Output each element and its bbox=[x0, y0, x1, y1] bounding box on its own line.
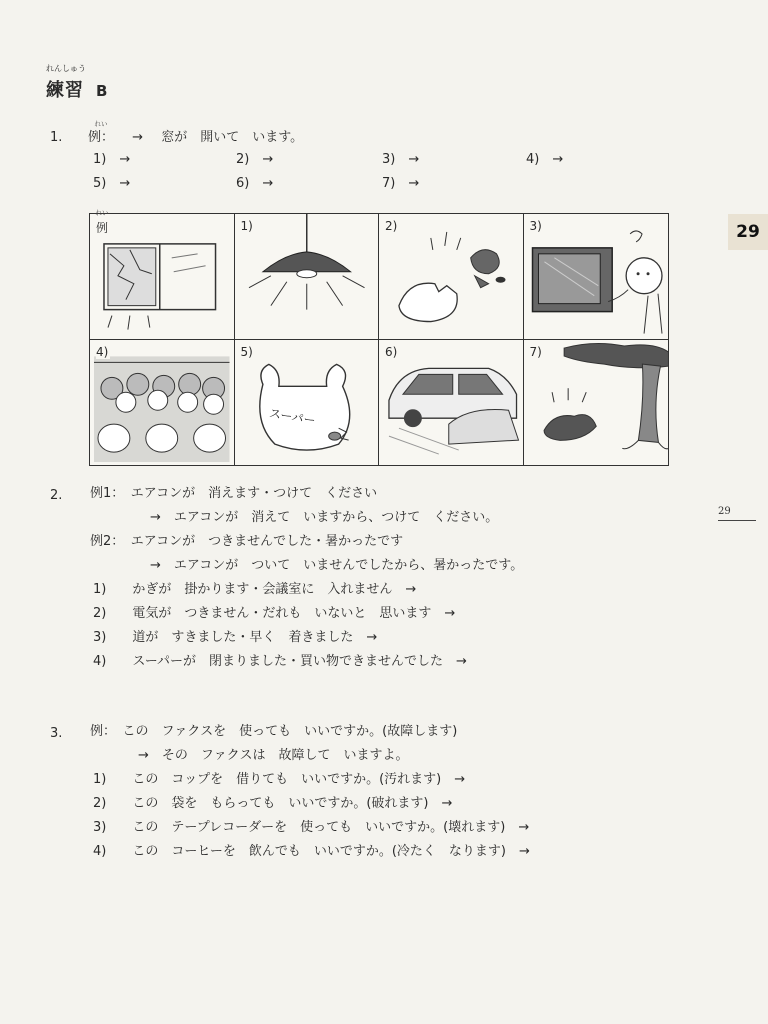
grid-label-4: 4) bbox=[96, 344, 109, 359]
ex2-number: 2. bbox=[50, 488, 63, 503]
ex3-item-1: 1) この コップを 借りても いいですか。(汚れます) → bbox=[93, 772, 466, 787]
grid-label-6: 6) bbox=[385, 344, 398, 359]
ex1-blank-4: 4) → bbox=[526, 152, 564, 167]
hanging-lamp-icon bbox=[235, 214, 379, 339]
ex2-example2-q: 例2： エアコンが つきませんでした・暑かったです bbox=[90, 534, 404, 549]
side-page-number: 29 bbox=[718, 506, 731, 517]
ex3-item-2: 2) この 袋を もらっても いいですか。(破れます) → bbox=[93, 796, 453, 811]
ex2-example1-a: → エアコンが 消えて いますから、つけて ください。 bbox=[150, 510, 499, 525]
ex1-example-text: 窓が 開いて います。 bbox=[161, 130, 304, 145]
grid-cell-5 bbox=[235, 340, 380, 466]
ex3-example-a: → その ファクスは 故障して いますよ。 bbox=[138, 748, 409, 763]
ex3-item-4: 4) この コーヒーを 飲んでも いいですか。(冷たく なります) → bbox=[93, 844, 530, 859]
grid-label-2: 2) bbox=[385, 219, 398, 233]
dented-car-icon bbox=[379, 340, 523, 466]
broken-egg-icon bbox=[379, 214, 523, 339]
chapter-tab: 29 bbox=[728, 214, 768, 250]
grid-cell-7 bbox=[524, 340, 669, 466]
title-sub: B bbox=[96, 82, 109, 100]
ex2-item-2: 2) 電気が つきません・だれも いないと 思います → bbox=[93, 606, 456, 621]
ex1-blank-7: 7) → bbox=[382, 176, 420, 191]
grid-cell-2 bbox=[379, 214, 524, 340]
title-ruby: れんしゅう bbox=[46, 64, 86, 73]
grid-cell-3 bbox=[524, 214, 669, 340]
ex2-item-4: 4) スーパーが 閉まりました・買い物できませんでした → bbox=[93, 654, 467, 669]
title-text: 練習 bbox=[46, 80, 84, 101]
grid-cell-6 bbox=[379, 340, 524, 466]
grid-label-example: れい 例 bbox=[95, 209, 109, 235]
ex1-blank-6: 6) → bbox=[236, 176, 274, 191]
grid-label-5: 5) bbox=[240, 344, 253, 359]
grid-label-3: 3) bbox=[529, 219, 542, 233]
grid-cell-4 bbox=[90, 340, 235, 466]
ex1-blank-1: 1) → bbox=[93, 152, 131, 167]
ex2-example2-a: → エアコンが ついて いませんでしたから、暑かったです。 bbox=[150, 558, 524, 573]
ex3-number: 3. bbox=[50, 726, 63, 741]
ex1-example-label: れい 例： bbox=[88, 120, 115, 145]
ex1-blank-3: 3) → bbox=[382, 152, 420, 167]
ex3-item-3: 3) この テープレコーダーを 使っても いいですか。(壊れます) → bbox=[93, 820, 530, 835]
grid-cell-example bbox=[90, 209, 235, 340]
crowded-train-icon bbox=[90, 340, 234, 466]
ex2-item-1: 1) かぎが 掛かります・会議室に 入れません → bbox=[93, 582, 417, 597]
broken-window-icon bbox=[90, 209, 234, 339]
ex2-item-3: 3) 道が すきました・早く 着きました → bbox=[93, 630, 378, 645]
grid-cell-1 bbox=[235, 214, 380, 340]
bag-text: スーパー bbox=[267, 405, 317, 428]
tv-set-with-person-icon bbox=[524, 214, 669, 339]
ex1-number: 1. bbox=[50, 130, 63, 145]
picture-grid bbox=[89, 209, 669, 466]
ex2-example1-q: 例1： エアコンが 消えます・つけて ください bbox=[90, 486, 378, 501]
ex3-example-q: 例： この ファクスを 使っても いいですか。(故障します) bbox=[90, 724, 458, 739]
grid-label-1: 1) bbox=[240, 219, 253, 233]
ex1-blank-2: 2) → bbox=[236, 152, 274, 167]
side-divider bbox=[718, 520, 756, 521]
grid-label-7: 7) bbox=[529, 344, 542, 359]
page-title bbox=[46, 64, 109, 102]
torn-plastic-bag-icon bbox=[235, 340, 379, 466]
ex1-example-line: れい 例： → 窓が 開いて います。 bbox=[88, 120, 304, 145]
ex1-blank-5: 5) → bbox=[93, 176, 131, 191]
fallen-tree-branch-icon bbox=[524, 340, 669, 466]
